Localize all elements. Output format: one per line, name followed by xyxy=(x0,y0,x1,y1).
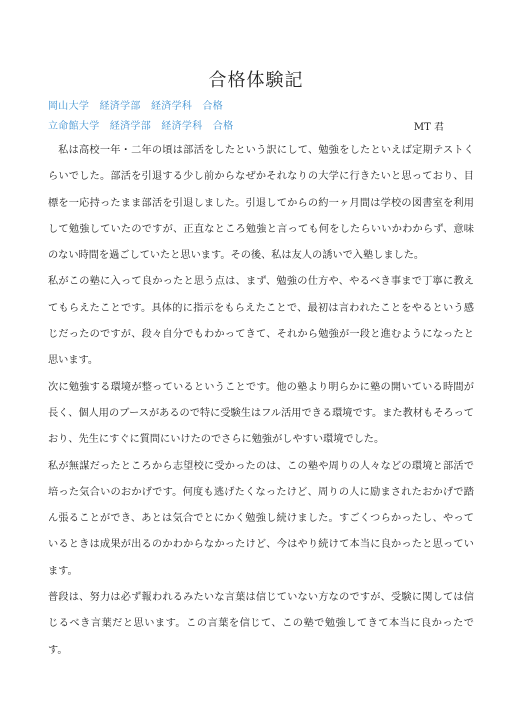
paragraph-5: 普段は、努力は必ず報われるみたいな言葉は信じていない方なのですが、受験に関しては信じるべき言葉だと思います。この言葉を信じて、この塾で勉強してきて本当に良かったです。 xyxy=(48,592,474,656)
author-name: MT 君 xyxy=(413,122,444,133)
paragraph-1: 私は高校一年・二年の頃は部活をしたという訳にして、勉強をしたといえば定期テストくらいでした。部活を引退する少し前からなぜかそれなりの大学に行きたいと思っており、目標を一応持ったまま部活を引退しました。引退してからの約一ヶ月間は学校の図書室を利用して勉強していたのですが、正直なところ勉強と言っても何をしたらいいかわからず、意味のない時間を過ごしていたと思います。その後、私は友人の誘いで入塾しました。 xyxy=(48,145,474,262)
school-result-ritsumeikan: 立命館大学 経済学部 経済学科 合格 xyxy=(48,121,234,132)
paragraph-3: 次に勉強する環境が整っているということです。他の塾より明らかに塾の開いている時間が長く、個人用のブースがあるので特に受験生はフル活用できる環境です。また教材もそろっており、先生にすぐに質問にいけたのでさらに勉強がしやすい環境でした。 xyxy=(48,381,474,446)
page-title: 合格体験記 xyxy=(208,70,304,91)
school-result-okayama: 岡山大学 経済学部 経済学科 合格 xyxy=(48,101,224,112)
paragraph-2: 私がこの塾に入って良かったと思う点は、まず、勉強の仕方や、やるべき事まで丁寧に教えてもらえたことです。具体的に指示をもらえたことで、最初は言われたことをやるという感じだったのですが、段々自分でもわかってきて、それから勉強が一段と進むようになったと思います。 xyxy=(48,276,474,367)
paragraph-4: 私が無謀だったところから志望校に受かったのは、この塾や周りの人々などの環境と部活で培った気合いのおかげです。何度も逃げたくなったけど、周りの人に励まされたおかげで踏ん張ることができ、あとは気合でとにかく勉強し続けました。すごくつらかったし、やっているときは成果が出るのかわからなかったけど、今はやり続けて本当に良かったと思っています。 xyxy=(48,460,474,577)
testimonial-body xyxy=(48,138,474,664)
